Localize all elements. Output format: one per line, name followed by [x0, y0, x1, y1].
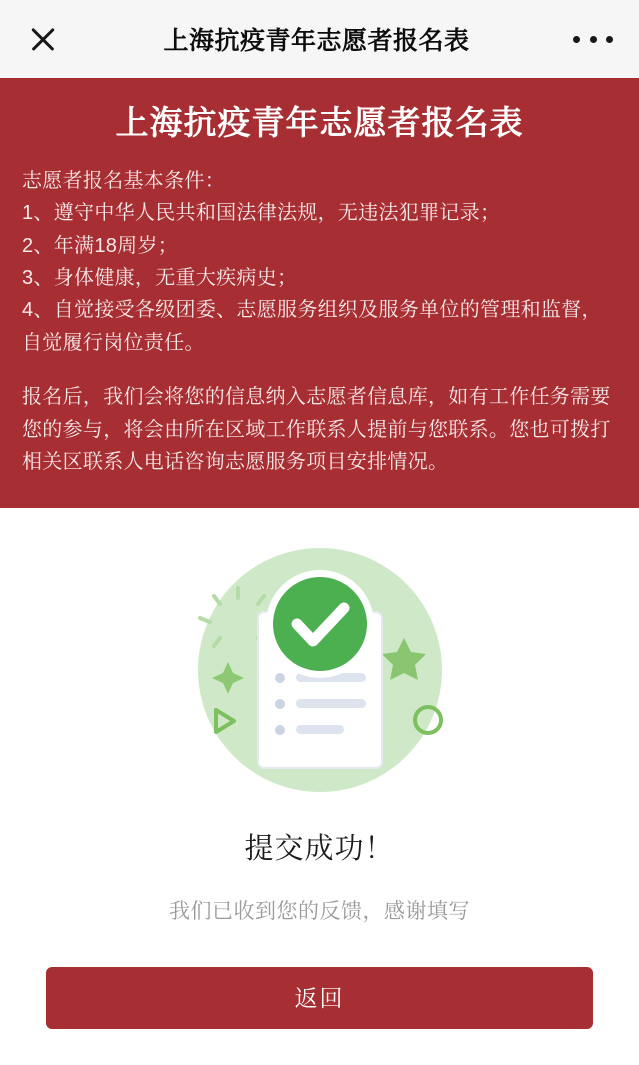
banner-title: 上海抗疫青年志愿者报名表 [115, 104, 524, 141]
close-icon[interactable] [26, 22, 60, 56]
navbar [0, 0, 639, 78]
conditions-heading: 志愿者报名基本条件： [22, 169, 225, 192]
banner [0, 78, 639, 508]
more-dot [590, 36, 597, 43]
condition-item: 3、身体健康，无重大疾病史； [22, 267, 298, 290]
banner-spacer [22, 359, 617, 381]
condition-item: 2、年满18周岁； [22, 234, 179, 257]
success-check-icon [150, 542, 490, 810]
banner-note: 报名后，我们会将您的信息纳入志愿者信息库，如有工作任务需要您的参与，将会由所在区域工作联系人提前与您联系。您也可拨打相关区联系人电话咨询志愿服务项目安排情况。 [22, 386, 611, 474]
result-subtitle: 我们已收到您的反馈，感谢填写 [169, 900, 470, 924]
back-button[interactable]: 返回 [46, 967, 593, 1029]
result-title: 提交成功！ [244, 833, 395, 866]
page-title: 上海抗疫青年志愿者报名表 [163, 27, 470, 55]
banner-body [22, 165, 617, 479]
condition-item: 4、自觉接受各级团委、志愿服务组织及服务单位的管理和监督，自觉履行岗位责任。 [22, 299, 602, 354]
more-dot [606, 36, 613, 43]
more-dot [573, 36, 580, 43]
result-panel [0, 508, 639, 967]
more-dots-icon[interactable] [573, 22, 613, 56]
condition-item: 1、遵守中华人民共和国法律法规，无违法犯罪记录； [22, 202, 501, 225]
footer [0, 967, 639, 1065]
